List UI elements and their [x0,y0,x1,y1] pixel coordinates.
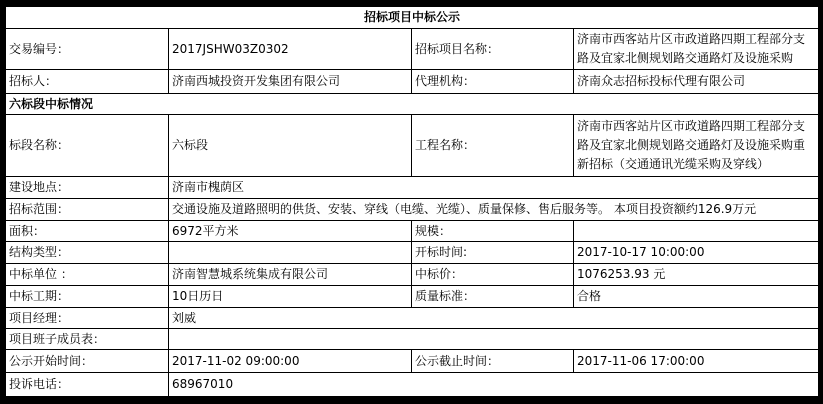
location-value: 济南市槐荫区 [169,177,819,199]
table-row [6,286,819,308]
area-label: 面积： [6,221,169,242]
table-row [6,70,819,94]
quality-standard-label: 质量标准： [412,286,574,308]
project-name-value: 济南市西客站片区市政道路四期工程部分支路及宜家北侧规划路交通路灯及设施采购 [574,29,819,70]
complaint-phone-label: 投诉电话： [6,373,169,397]
section-title: 六标段中标情况 [6,94,819,115]
tenderer-value: 济南西城投资开发集团有限公司 [169,70,412,94]
winning-price-value: 1076253.93 元 [574,264,819,286]
scope-value: 交通设施及道路照明的供货、安装、穿线（电缆、光缆）、质量保修、售后服务等。 本项目投资额约126.9万元 [169,199,819,221]
project-manager-value: 刘威 [169,308,819,329]
project-team-value [169,329,819,350]
tenderer-label: 招标人： [6,70,169,94]
agency-label: 代理机构： [412,70,574,94]
page-title: 招标项目中标公示 [6,7,819,29]
bid-opening-time-value: 2017-10-17 10:00:00 [574,242,819,264]
complaint-phone-value: 68967010 [169,373,819,397]
construction-period-label: 中标工期： [6,286,169,308]
table-row [6,264,819,286]
table-row [6,350,819,373]
scope-label: 招标范围： [6,199,169,221]
announcement-table [5,6,819,397]
table-row [6,94,819,115]
area-value: 6972平方米 [169,221,412,242]
section-name-value: 六标段 [169,115,412,177]
table-row [6,242,819,264]
table-row [6,329,819,350]
structure-type-label: 结构类型： [6,242,169,264]
table-row [6,373,819,397]
agency-value: 济南众志招标投标代理有限公司 [574,70,819,94]
table-row [6,115,819,177]
quality-standard-value: 合格 [574,286,819,308]
table-row [6,177,819,199]
table-row [6,29,819,70]
transaction-no-label: 交易编号： [6,29,169,70]
location-label: 建设地点： [6,177,169,199]
publicity-end-value: 2017-11-06 17:00:00 [574,350,819,373]
winning-bidder-label: 中标单位 ： [6,264,169,286]
works-name-value: 济南市西客站片区市政道路四期工程部分支路及宜家北侧规划路交通路灯及设施采购重新招标（交通通讯光缆采购及穿线） [574,115,819,177]
publicity-start-label: 公示开始时间： [6,350,169,373]
table-row [6,308,819,329]
winning-price-label: 中标价： [412,264,574,286]
scale-label: 规模： [412,221,574,242]
publicity-start-value: 2017-11-02 09:00:00 [169,350,412,373]
section-name-label: 标段名称： [6,115,169,177]
table-row [6,7,819,29]
bid-opening-time-label: 开标时间: [412,242,574,264]
structure-type-value [169,242,412,264]
publicity-end-label: 公示截止时间： [412,350,574,373]
table-row [6,221,819,242]
table-row [6,199,819,221]
project-manager-label: 项目经理： [6,308,169,329]
scale-value [574,221,819,242]
works-name-label: 工程名称： [412,115,574,177]
transaction-no-value: 2017JSHW03Z0302 [169,29,412,70]
winning-bidder-value: 济南智慧城系统集成有限公司 [169,264,412,286]
project-team-label: 项目班子成员表： [6,329,169,350]
construction-period-value: 10日历日 [169,286,412,308]
project-name-label: 招标项目名称： [412,29,574,70]
